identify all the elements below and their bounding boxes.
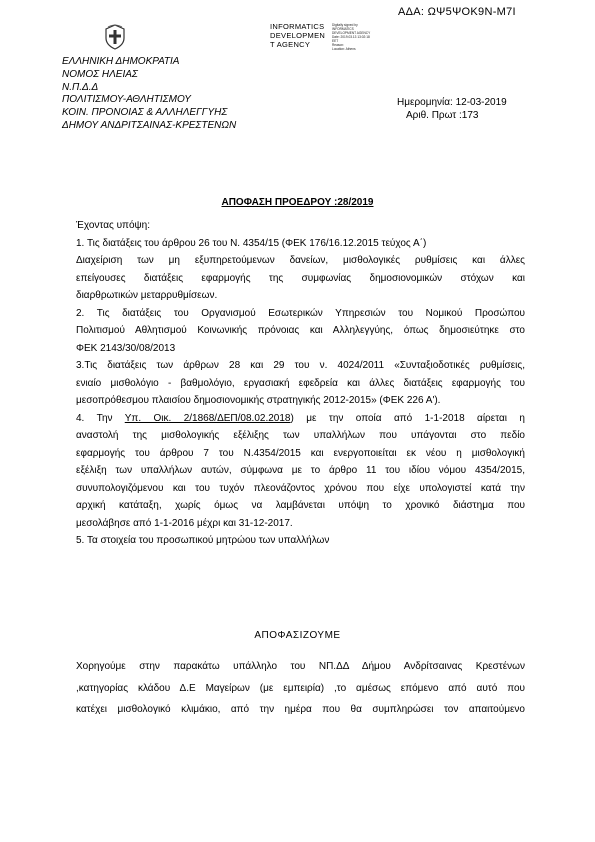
org-line: ΝΟΜΟΣ ΗΛΕΙΑΣ: [62, 68, 138, 80]
text-line: Πολιτισμού Αθλητισμού Κοινωνικής πρόνοιας και Αλληλεγγύης, όπως δημοσιεύτηκε στο: [76, 325, 525, 336]
consideration-5: 5. Τα στοιχεία του προσωπικού μητρώου των υπαλλήλων: [76, 535, 330, 546]
org-line: ΕΛΛΗΝΙΚΗ ΔΗΜΟΚΡΑΤΙΑ: [62, 56, 180, 67]
date-block: [397, 97, 507, 123]
consideration-1: 1. Τις διατάξεις του άρθρου 26 του Ν. 4354/15 (ΦΕΚ 176/16.12.2015 τεύχος Α΄): [76, 237, 427, 249]
consideration-3: 3.Τις διατάξεις των άρθρων 28 και 29 του ν. 4024/2011 «Συνταξιοδοτικές ρυθμίσεις,: [76, 360, 525, 371]
text-line: κατέχει μισθολογικό κλιμάκιο, από την ημέρα που θα συμπληρώσει τον απαιτούμενο: [76, 704, 525, 715]
greek-emblem-icon: [104, 24, 126, 50]
stamp-signature-details: Digitally signed by INFORMATICS DEVELOPMENT AGENCY Date: 2019.03.13 13:02:18 EET Reason: Location: Athens: [332, 23, 371, 51]
organization-header: [62, 56, 236, 133]
digital-signature-stamp: [270, 22, 390, 54]
consideration-2: 2. Τις διατάξεις του Οργανισμού Εσωτερικών Υπηρεσιών του Νομικού Προσώπου: [76, 307, 525, 319]
decision-heading: ΑΠΟΦΑΣΙΖΟΥΜΕ: [254, 630, 341, 641]
protocol-number: Αριθ. Πρωτ :173: [406, 109, 479, 121]
org-line: Ν.Π.Δ.Δ: [62, 81, 99, 93]
text-line: ενιαίο μισθολόγιο - βαθμολόγιο, εργασιακή εφεδρεία και άλλες διατάξεις εφαρμογής του: [76, 377, 525, 389]
org-line: ΔΗΜΟΥ ΑΝΔΡΙΤΣΑΙΝΑΣ-ΚΡΕΣΤΕΝΩΝ: [62, 119, 237, 131]
text-line: μεσοπρόθεσμου πλαισίου δημοσιονομικής στρατηγικής 2012-2015» (ΦΕΚ 226 Α').: [76, 395, 441, 406]
text-line: ΦΕΚ 2143/30/08/2013: [76, 342, 176, 354]
text-line: επείγουσες διατάξεις εφαρμογής της συμφωνίας δημοσιονομικών στόχων και: [76, 272, 525, 284]
date-line: Ημερομηνία: 12-03-2019: [397, 97, 507, 108]
text-line: αρχική κατάταξη, χωρίς όμως να λαμβάνεται υπόψη το χρονικό διάστημα που: [76, 500, 525, 511]
text-line: ,κατηγορίας κλάδου Δ.Ε Μαγείρων (με εμπειρία) ,το αμέσως επόμενο από αυτό που: [76, 682, 525, 694]
text-line: μεσολάβησε από 1-1-2016 μέχρι και 31-12-2017.: [76, 517, 293, 529]
stamp-agency-name: INFORMATICS DEVELOPMEN T AGENCY: [270, 22, 326, 49]
text-line: Χορηγούμε στην παρακάτω υπάλληλο του ΝΠ.ΔΔ Δήμου Ανδρίτσαινας Κρεστένων: [76, 661, 525, 672]
decision-title: ΑΠΟΦΑΣΗ ΠΡΟΕΔΡΟΥ :28/2019: [221, 197, 374, 208]
ada-code: ΑΔΑ: ΩΨ5ΨΟΚ9Ν-Μ7Ι: [398, 6, 516, 18]
text-line: αναστολή της μισθολογικής εξέλιξης των υπαλλήλων που υπάγονται στο πεδίο: [76, 430, 525, 441]
text-line: εφαρμογής του άρθρου 7 του Ν.4354/2015 και ενεργοποιείται εκ νέου η μισθολογική: [76, 447, 525, 459]
decision-body: [76, 656, 525, 721]
intro-line: Έχοντας υπόψη:: [76, 220, 150, 231]
consideration-4: 4. Την Υπ. Οικ. 2/1868/ΔΕΠ/08.02.2018) με την οποία από 1-1-2018 αίρεται η: [76, 412, 525, 424]
text-line: εξέλιξη των υπαλλήλων αυτών, σύμφωνα με το άρθρο 11 του ιδίου νόμου 4354/2015,: [76, 465, 525, 476]
org-line: ΚΟΙΝ. ΠΡΟΝΟΙΑΣ & ΑΛΛΗΛΕΓΓΥΗΣ: [62, 107, 228, 119]
org-line: ΠΟΛΙΤΙΣΜΟΥ-ΑΘΛΗΤΙΣΜΟΥ: [62, 94, 191, 106]
ministerial-decision-reference: Υπ. Οικ. 2/1868/ΔΕΠ/08.02.2018: [124, 412, 291, 424]
considerations-section: [76, 217, 525, 550]
text-line: συνυπολογιζόμενου και του τυχόν πλεονάζοντος χρόνου που είχε υπολογιστεί κατά την: [76, 482, 525, 494]
text-line: διαρθρωτικών μεταρρυθμίσεων.: [76, 290, 218, 301]
text-line: Διαχείριση των μη εξυπηρετούμενων δανείων, μισθολογικές ρυθμίσεις και άλλες: [76, 255, 525, 266]
